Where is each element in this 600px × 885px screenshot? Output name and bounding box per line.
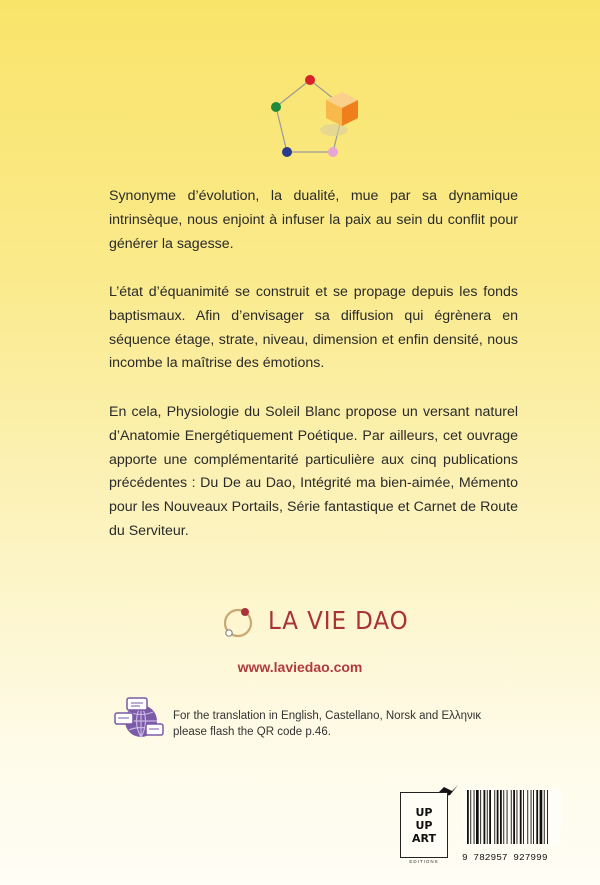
paragraph-physiology: En cela, Physiologie du Soleil Blanc propose un versant naturel d’Anatomie Energétiquement Poétique. Par ailleurs, cet ouvrage apporte une complémentarité particulière aux cinq publications précédentes : Du De au Dao, Intégrité ma bien-aimée, Mémento pour les Nouveaux Portails, Série fantastique et Carnet de Route du Serviteur. bbox=[109, 404, 518, 539]
publisher-sub: EDITIONS bbox=[409, 859, 439, 864]
publisher-logo-line-2: UP bbox=[415, 818, 433, 832]
isbn-number: 9 782957 927999 bbox=[462, 852, 548, 863]
translation-line-1: For the translation in English, Castellano, Norsk and Ελληνικ bbox=[173, 710, 482, 722]
translation-line-2: please flash the QR code p.46. bbox=[173, 726, 331, 738]
publisher-logo-line-3: ART bbox=[412, 831, 436, 845]
barcode bbox=[463, 788, 561, 846]
brand-name: LA VIE DAO bbox=[268, 606, 409, 635]
translation-note bbox=[173, 708, 503, 740]
publisher-logo bbox=[400, 792, 448, 858]
globe-chat-icon bbox=[114, 697, 164, 742]
paragraph-equanimity: L’état d’équanimité se construit et se propage depuis les fonds baptismaux. Afin d’envisager sa diffusion qui égrènera en séquence étage, strate, niveau, dimension et enfin densité, nous incombe la maîtrise des émotions. bbox=[109, 284, 518, 372]
paragraph-duality: Synonyme d’évolution, la dualité, mue par sa dynamique intrinsèque, nous enjoint à infuser la paix au sein du conflit pour générer la sagesse. bbox=[109, 188, 518, 252]
pentagon-cube-icon bbox=[262, 70, 362, 165]
website-link[interactable]: www.laviedao.com bbox=[237, 659, 363, 675]
publisher-logo-line-1: UP bbox=[415, 805, 433, 819]
